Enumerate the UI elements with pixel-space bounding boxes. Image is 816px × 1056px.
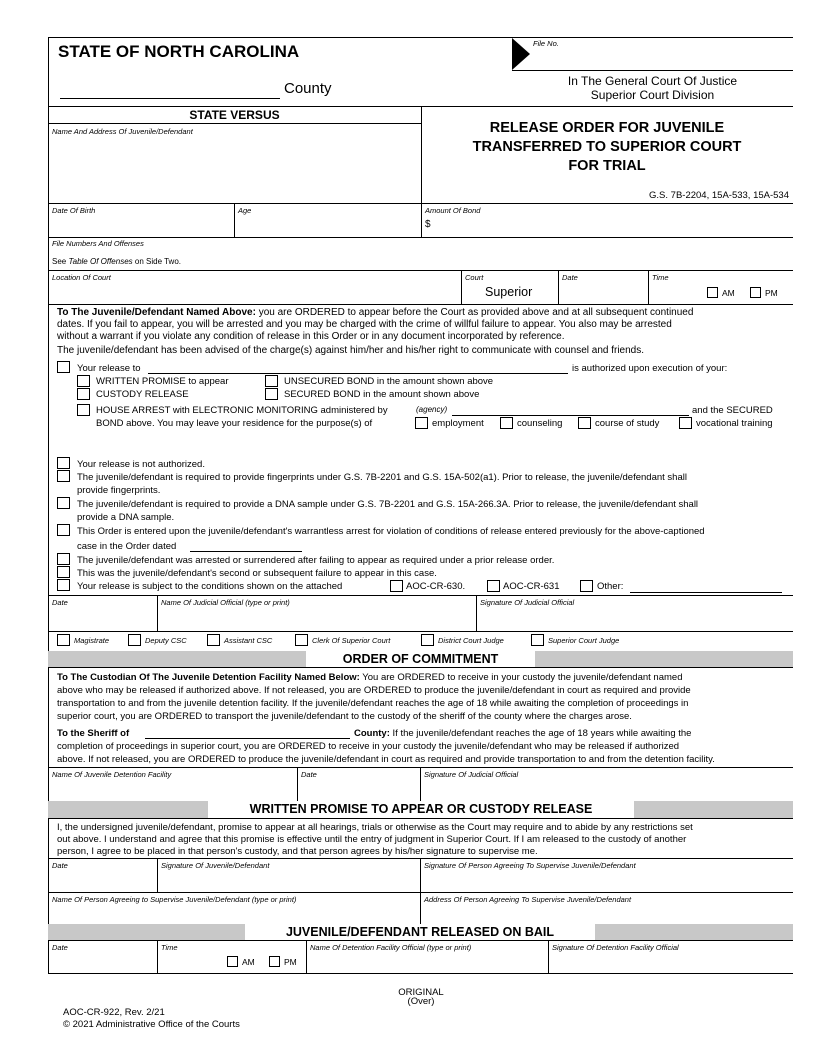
warrantless-checkbox[interactable] xyxy=(57,524,70,536)
statutes: G.S. 7B-2204, 15A-533, 15A-534 xyxy=(649,190,789,201)
fingerprints-line1: The juvenile/defendant is required to provide fingerprints under G.S. 7B-2201 and G.S. 15A-502(a1). Prior to release, the juvenile/defendant shall xyxy=(77,472,687,483)
promise-date-divider xyxy=(157,858,158,892)
clerk-checkbox[interactable] xyxy=(295,634,308,646)
bail-time-divider xyxy=(157,940,158,973)
subject-to-label: Your release is subject to the conditions shown on the attached xyxy=(77,581,343,592)
commitment-rule xyxy=(48,667,793,668)
other-checkbox[interactable] xyxy=(580,580,593,592)
secured-bond-label: SECURED BOND in the amount shown above xyxy=(284,389,480,400)
location-row-rule xyxy=(48,270,793,271)
time-label: Time xyxy=(652,273,669,282)
bond-dollar-sign: $ xyxy=(425,219,431,230)
file-numbers-rule xyxy=(48,237,793,238)
house-arrest-label: HOUSE ARREST with ELECTRONIC MONITORING administered by xyxy=(96,405,388,416)
dna-checkbox[interactable] xyxy=(57,497,70,509)
promise-date-label: Date xyxy=(52,861,68,870)
aoc631-label: AOC-CR-631 xyxy=(503,581,560,592)
promise-name-rule xyxy=(48,892,793,893)
assistant-csc-checkbox[interactable] xyxy=(207,634,220,646)
magistrate-checkbox[interactable] xyxy=(57,634,70,646)
age-field[interactable] xyxy=(238,216,416,234)
agency-label: (agency) xyxy=(416,405,448,414)
pm-checkbox[interactable] xyxy=(750,287,761,298)
promise-title: WRITTEN PROMISE TO APPEAR OR CUSTODY RELEASE xyxy=(208,801,634,818)
sheriff-county-blank[interactable] xyxy=(145,738,350,739)
promise-address-person-label: Address Of Person Agreeing To Supervise Juvenile/Defendant xyxy=(424,895,632,904)
clerk-label: Clerk Of Superior Court xyxy=(312,636,391,645)
promise-sig-person-label: Signature Of Person Agreeing To Supervise Juvenile/Defendant xyxy=(424,861,636,870)
bail-rule xyxy=(48,940,793,941)
secured-bond-checkbox[interactable] xyxy=(265,388,278,400)
release-to-label: Your release to xyxy=(77,363,141,374)
bail-official-name-label: Name Of Detention Facility Official (type or print) xyxy=(310,943,472,952)
counseling-label: counseling xyxy=(517,418,563,429)
custody-release-checkbox[interactable] xyxy=(77,388,90,400)
date-label: Date xyxy=(562,273,578,282)
official-sig-label: Signature Of Judicial Official xyxy=(480,598,575,607)
facility-date-field[interactable] xyxy=(301,781,417,799)
facility-sig-label: Signature Of Judicial Official xyxy=(424,770,519,779)
bail-pm-checkbox[interactable] xyxy=(269,956,280,967)
official-name-label: Name Of Judicial Official (type or print) xyxy=(161,598,290,607)
bail-official-sig-label: Signature Of Detention Facility Official xyxy=(552,943,679,952)
name-address-label: Name And Address Of Juvenile/Defendant xyxy=(52,127,193,136)
dob-label: Date Of Birth xyxy=(52,206,96,215)
order-top-rule xyxy=(48,304,793,305)
location-label: Location Of Court xyxy=(52,273,111,282)
order-intro-line4: The juvenile/defendant has been advised of the charge(s) against him/her and his/her right to communicate with counsel and friends. xyxy=(57,345,645,356)
bail-am-checkbox[interactable] xyxy=(227,956,238,967)
order-intro-line2: dates. If you fail to appear, you will be arrested and you may be charged with the crime of willful failure to appear. You also may be arrested xyxy=(57,319,672,330)
left-rule xyxy=(48,37,49,973)
promise-line3: person, I agree to be placed in that person's custody, and that person agrees by his/her signature to supervise me. xyxy=(57,846,538,857)
bail-date-label: Date xyxy=(52,943,68,952)
top-rule xyxy=(48,37,793,38)
form-number: AOC-CR-922, Rev. 2/21 xyxy=(63,1007,165,1018)
court-label: Court xyxy=(465,273,484,282)
official-date-field[interactable] xyxy=(52,610,154,628)
promise-rule xyxy=(48,818,793,819)
court-line2: Superior Court Division xyxy=(590,88,715,102)
facility-date-divider xyxy=(297,767,298,801)
facility-label: Name Of Juvenile Detention Facility xyxy=(52,770,172,779)
dob-divider xyxy=(234,203,235,237)
bail-pm-label: PM xyxy=(284,957,297,967)
employment-checkbox[interactable] xyxy=(415,417,428,429)
state-versus: STATE VERSUS xyxy=(189,108,280,122)
custody-release-label: CUSTODY RELEASE xyxy=(96,389,189,400)
other-blank[interactable] xyxy=(630,592,782,593)
commitment-title: ORDER OF COMMITMENT xyxy=(306,651,535,667)
aoc630-checkbox[interactable] xyxy=(390,580,403,592)
fingerprints-line2: provide fingerprints. xyxy=(77,485,161,496)
official-sig-field[interactable] xyxy=(480,610,790,628)
not-authorized-checkbox[interactable] xyxy=(57,457,70,469)
custodian-line4: superior court, you are ORDERED to transport the juvenile/defendant to the custody of the sheriff of the county where the charges arose. xyxy=(57,711,632,722)
age-label: Age xyxy=(238,206,252,215)
warrantless-line1: This Order is entered upon the juvenile/defendant's warrantless arrest for violation of conditions of release entered previously for the above-captioned xyxy=(77,526,705,537)
form-title-2: TRANSFERRED TO SUPERIOR COURT xyxy=(472,139,742,155)
second-failure-checkbox[interactable] xyxy=(57,566,70,578)
name-address-field[interactable] xyxy=(52,138,417,200)
deputy-csc-checkbox[interactable] xyxy=(128,634,141,646)
facility-date-label: Date xyxy=(301,770,317,779)
and-secured-label: and the SECURED xyxy=(692,405,773,416)
bail-official-sig-field[interactable] xyxy=(552,954,790,971)
course-of-study-label: course of study xyxy=(595,418,660,429)
assistant-csc-label: Assistant CSC xyxy=(224,636,273,645)
sheriff-line2: completion of proceedings in superior court, you are ORDERED to receive in your custody the juvenile/defendant who may be released if authorized xyxy=(57,741,680,752)
bail-date-field[interactable] xyxy=(52,954,154,971)
custodian-line2: above who may be released if authorized above. If not released, you are ORDERED to produce the juvenile/defendant in court as required and provide xyxy=(57,685,691,696)
counseling-checkbox[interactable] xyxy=(500,417,513,429)
unsecured-bond-checkbox[interactable] xyxy=(265,375,278,387)
aoc631-checkbox[interactable] xyxy=(487,580,500,592)
vocational-label: vocational training xyxy=(696,418,773,429)
file-no-label: File No. xyxy=(533,39,559,48)
promise-name-person-field[interactable] xyxy=(52,905,417,922)
authorized-label: is authorized upon execution of your: xyxy=(572,363,728,374)
arrested-checkbox[interactable] xyxy=(57,553,70,565)
custodian-line3: transportation to and from the juvenile detention facility. If the juvenile/defendant reaches the age of 18 while awaiting the completion of proceedings in xyxy=(57,698,689,709)
promise-line2: out above. I understand and agree that this promise is effective until the entry of judgment in Superior Court. If I am released to the custody of another xyxy=(57,834,687,845)
superior-judge-checkbox[interactable] xyxy=(531,634,544,646)
promise-sig-juv-label: Signature Of Juvenile/Defendant xyxy=(161,861,270,870)
promise-person-divider xyxy=(420,858,421,924)
facility-sig-field[interactable] xyxy=(424,781,790,799)
subject-to-checkbox[interactable] xyxy=(57,579,70,591)
pm-label: PM xyxy=(765,288,778,298)
other-label: Other: xyxy=(597,581,624,592)
promise-sig-person-field[interactable] xyxy=(424,872,790,890)
facility-field[interactable] xyxy=(52,781,294,799)
over-label: (Over) xyxy=(407,996,435,1007)
official-title-rule xyxy=(48,631,793,632)
second-failure-label: This was the juvenile/defendant's second or subsequent failure to appear in this case. xyxy=(77,568,437,579)
court-divider xyxy=(461,270,462,304)
promise-date-field[interactable] xyxy=(52,872,154,890)
bond-above-label: BOND above. You may leave your residence for the purpose(s) of xyxy=(96,418,373,429)
superior-judge-label: Superior Court Judge xyxy=(548,636,620,645)
sheriff-line1: To the Sheriff of xyxy=(57,728,130,739)
form-title-1: RELEASE ORDER FOR JUVENILE xyxy=(489,120,725,136)
promise-sig-juv-field[interactable] xyxy=(161,872,417,890)
state-title: STATE OF NORTH CAROLINA xyxy=(58,42,300,61)
warrantless-line2: case in the Order dated xyxy=(77,541,177,552)
official-name-field[interactable] xyxy=(161,610,473,628)
dna-line2: provide a DNA sample. xyxy=(77,512,175,523)
order-intro-line3: without a warrant if you violate any condition of release in this Order or in any document incorporated by reference. xyxy=(57,331,565,342)
bail-sig-divider xyxy=(548,940,549,973)
am-label: AM xyxy=(722,288,735,298)
bond-label: Amount Of Bond xyxy=(425,206,481,215)
time-divider xyxy=(648,270,649,304)
written-promise-label: WRITTEN PROMISE to appear xyxy=(96,376,229,387)
bail-name-divider xyxy=(306,940,307,973)
magistrate-label: Magistrate xyxy=(74,636,110,645)
course-of-study-checkbox[interactable] xyxy=(578,417,591,429)
file-no-field[interactable] xyxy=(512,70,793,71)
house-arrest-checkbox[interactable] xyxy=(77,404,90,416)
unsecured-bond-label: UNSECURED BOND in the amount shown above xyxy=(284,376,494,387)
form-title-3: FOR TRIAL xyxy=(568,158,646,174)
release-to-blank[interactable] xyxy=(148,373,568,374)
district-judge-checkbox[interactable] xyxy=(421,634,434,646)
date-divider xyxy=(558,270,559,304)
county-blank[interactable] xyxy=(60,98,280,99)
sheriff-line3: above. If not released, you are ORDERED to produce the juvenile/defendant in court as required and provide transportation to and from the detention facility. xyxy=(57,754,715,765)
official-row-rule xyxy=(48,595,793,596)
facility-sig-divider xyxy=(420,767,421,801)
file-numbers-label: File Numbers And Offenses xyxy=(52,239,144,248)
bail-bottom-rule xyxy=(48,973,793,974)
dob-row-rule xyxy=(48,203,793,204)
court-value: Superior xyxy=(485,285,533,299)
custodian-line1: To The Custodian Of The Juvenile Detention Facility Named Below: You are ORDERED to receive in your custody the juvenile/defendant named xyxy=(57,672,683,683)
arrested-label: The juvenile/defendant was arrested or surrendered after failing to appear as required under a prior release order. xyxy=(77,555,555,566)
promise-line1: I, the undersigned juvenile/defendant, promise to appear at all hearings, trials or otherwise as the Court may require and to abide by any restrictions set xyxy=(57,822,693,833)
bail-am-label: AM xyxy=(242,957,255,967)
promise-address-person-field[interactable] xyxy=(424,905,790,922)
not-authorized-label: Your release is not authorized. xyxy=(77,459,205,470)
bail-title: JUVENILE/DEFENDANT RELEASED ON BAIL xyxy=(245,924,595,940)
release-to-checkbox[interactable] xyxy=(57,361,70,373)
court-date-field[interactable] xyxy=(562,284,644,302)
deputy-csc-label: Deputy CSC xyxy=(145,636,187,645)
official-date-label: Date xyxy=(52,598,68,607)
bail-official-name-field[interactable] xyxy=(310,954,545,971)
district-judge-label: District Court Judge xyxy=(438,636,504,645)
location-field[interactable] xyxy=(52,284,457,302)
bond-amount-field[interactable] xyxy=(436,216,786,234)
copyright: © 2021 Administrative Office of the Courts xyxy=(63,1019,240,1030)
agency-blank[interactable] xyxy=(452,415,689,416)
sheriff-line1b: County: If the juvenile/defendant reaches the age of 18 years while awaiting the xyxy=(354,728,692,739)
am-checkbox[interactable] xyxy=(707,287,718,298)
aoc630-label: AOC-CR-630. xyxy=(406,581,466,592)
fingerprints-checkbox[interactable] xyxy=(57,470,70,482)
see-table-note: See Table Of Offenses on Side Two. xyxy=(52,257,181,266)
official-sig-divider xyxy=(476,595,477,631)
promise-name-person-label: Name Of Person Agreeing to Supervise Juvenile/Defendant (type or print) xyxy=(52,895,297,904)
court-line1: In The General Court Of Justice xyxy=(567,74,738,88)
written-promise-checkbox[interactable] xyxy=(77,375,90,387)
original-label: ORIGINAL xyxy=(398,987,444,998)
file-no-arrow-icon xyxy=(512,38,530,70)
employment-label: employment xyxy=(432,418,484,429)
vocational-checkbox[interactable] xyxy=(679,417,692,429)
official-date-divider xyxy=(157,595,158,631)
state-versus-rule xyxy=(48,123,421,124)
county-label: County xyxy=(284,80,332,97)
dna-line1: The juvenile/defendant is required to provide a DNA sample under G.S. 7B-2201 and G.S. 15A-266.3A. Prior to release, the juvenile/defendant shall xyxy=(77,499,699,510)
dob-field[interactable] xyxy=(52,216,230,234)
order-intro-line1: To The Juvenile/Defendant Named Above: you are ORDERED to appear before the Court as provided above and at all subsequent continued xyxy=(57,307,694,318)
bail-time-label: Time xyxy=(161,943,178,952)
order-dated-blank[interactable] xyxy=(190,551,302,552)
